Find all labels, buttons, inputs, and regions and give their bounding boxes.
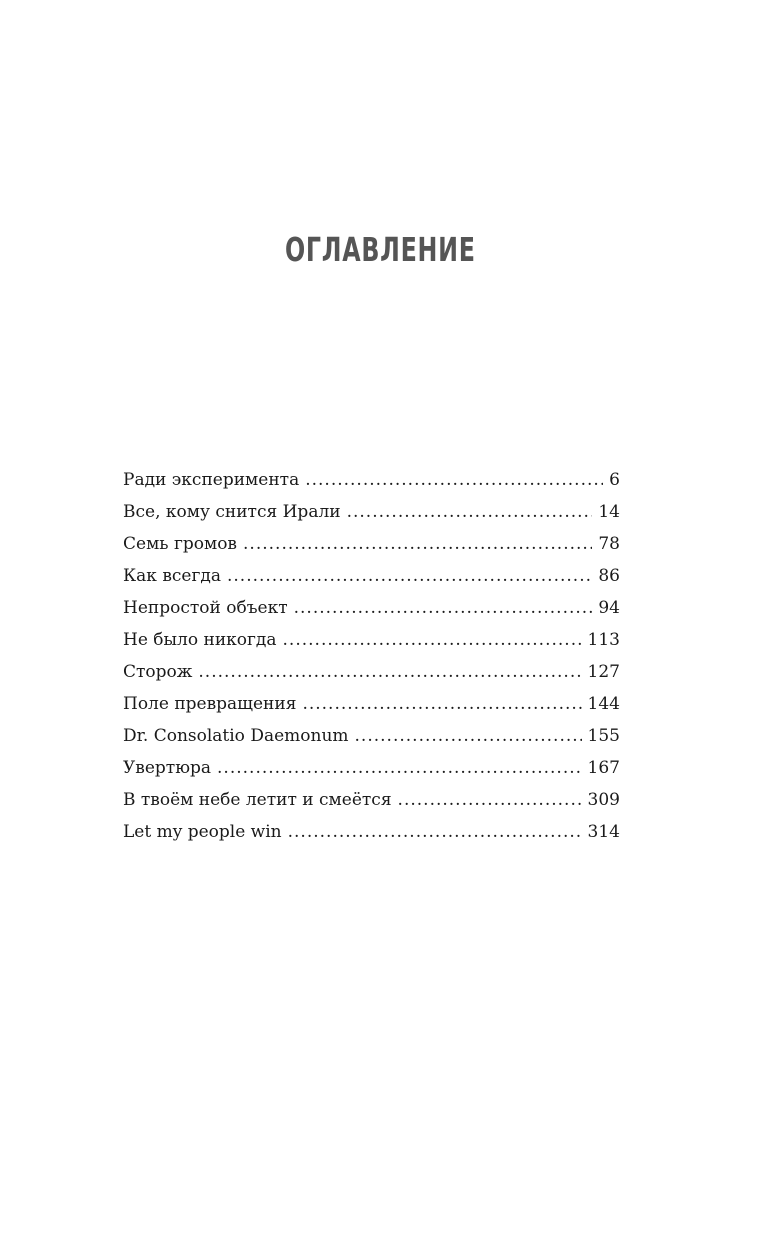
- toc-entry-title: В твоём небе летит и смеётся: [123, 790, 392, 810]
- toc-entry-title: Непростой объект: [123, 598, 288, 618]
- toc-entry-title: Увертюра: [123, 758, 212, 778]
- toc-entry-title: Сторож: [123, 662, 193, 682]
- toc-entry-page: 155: [587, 726, 620, 746]
- dot-leader: [217, 752, 582, 784]
- toc-entry-title: Let my people win: [123, 822, 282, 842]
- dot-leader: [243, 528, 592, 560]
- toc-entry-page: 309: [587, 790, 620, 810]
- toc-entry[interactable]: [123, 752, 620, 784]
- toc-entry-page: 86: [598, 566, 620, 586]
- toc-entry-title: Семь громов: [123, 534, 238, 554]
- toc-entry[interactable]: [123, 496, 620, 528]
- toc-entry-page: 167: [587, 758, 620, 778]
- toc-entry[interactable]: [123, 624, 620, 656]
- toc-entry-page: 314: [587, 822, 620, 842]
- toc-entry-title: Все, кому снится Ирали: [123, 502, 341, 522]
- dot-leader: [302, 688, 581, 720]
- toc-entry-page: 6: [609, 470, 620, 490]
- toc-entry-page: 78: [598, 534, 620, 554]
- toc-entry-page: 127: [587, 662, 620, 682]
- dot-leader: [355, 720, 582, 752]
- toc-entry-page: 144: [587, 694, 620, 714]
- toc-entry[interactable]: [123, 464, 620, 496]
- dot-leader: [347, 496, 593, 528]
- toc-entry[interactable]: [123, 528, 620, 560]
- toc-entry[interactable]: [123, 816, 620, 848]
- toc-entry-title: Ради эксперимента: [123, 470, 300, 490]
- dot-leader: [288, 816, 582, 848]
- toc-entry-page: 94: [598, 598, 620, 618]
- toc-entry-page: 14: [598, 502, 620, 522]
- toc-entry[interactable]: [123, 688, 620, 720]
- dot-leader: [305, 464, 603, 496]
- toc-entry[interactable]: [123, 784, 620, 816]
- dot-leader: [398, 784, 582, 816]
- dot-leader: [283, 624, 582, 656]
- dot-leader: [227, 560, 592, 592]
- page-title: ОГЛАВЛЕНИЕ: [284, 230, 476, 269]
- toc-entry-title: Поле превращения: [123, 694, 297, 714]
- toc-entry[interactable]: [123, 720, 620, 752]
- toc-entry-title: Dr. Consolatio Daemonum: [123, 726, 349, 746]
- toc-entry-title: Не было никогда: [123, 630, 277, 650]
- dot-leader: [198, 656, 581, 688]
- toc-entry[interactable]: [123, 656, 620, 688]
- toc-entry-page: 113: [587, 630, 620, 650]
- toc-entry[interactable]: [123, 560, 620, 592]
- toc-entry[interactable]: [123, 592, 620, 624]
- table-of-contents: [123, 464, 620, 848]
- toc-entry-title: Как всегда: [123, 566, 221, 586]
- dot-leader: [294, 592, 593, 624]
